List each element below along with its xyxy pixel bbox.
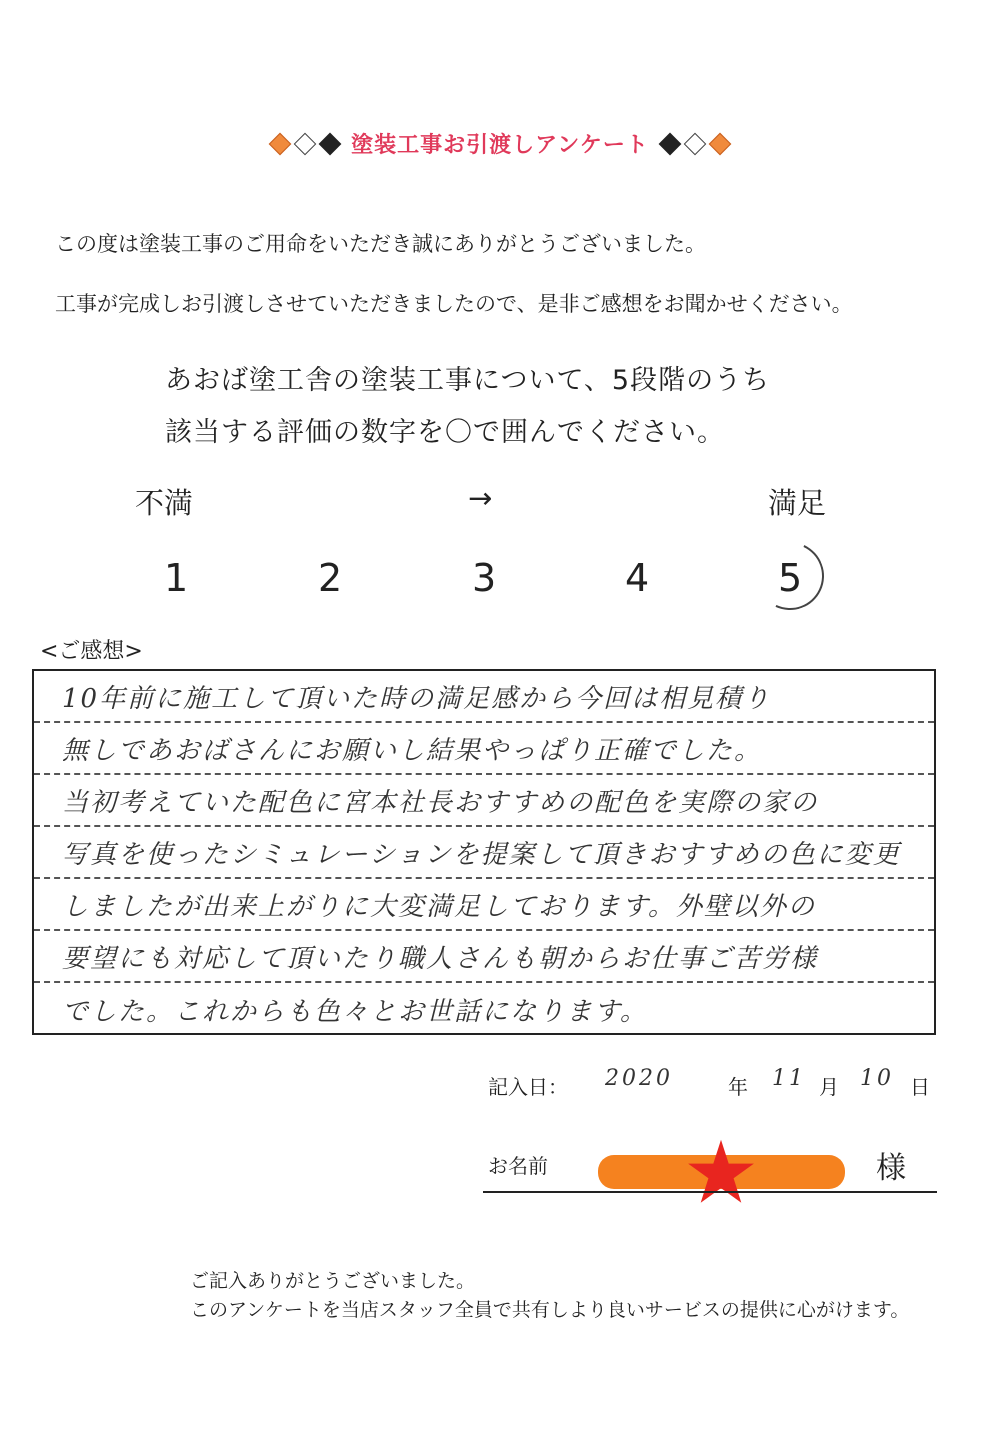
- month-unit: 月: [819, 1075, 839, 1099]
- title-text: 塗装工事お引渡しアンケート: [351, 133, 649, 158]
- rating-option-2[interactable]: 2: [318, 556, 343, 600]
- name-label: お名前: [488, 1154, 548, 1178]
- rating-option-5[interactable]: 5: [778, 556, 803, 600]
- footer-line-2: このアンケートを当店スタッフ全員で共有しより良いサービスの提供に心がけます。: [190, 1299, 910, 1321]
- comment-line: 10年前に施工して頂いた時の満足感から今回は相見積り: [34, 671, 934, 723]
- date-month-value[interactable]: 11: [772, 1066, 806, 1091]
- star-icon: [686, 1137, 756, 1207]
- rating-option-3[interactable]: 3: [472, 556, 497, 600]
- comment-line: 要望にも対応して頂いたり職人さんも朝からお仕事ご苦労様: [34, 931, 934, 983]
- survey-title: [0, 128, 1000, 159]
- date-label: 記入日：: [488, 1075, 568, 1099]
- date-year-value[interactable]: 2020: [605, 1066, 673, 1091]
- footer-line-1: ご記入ありがとうございました。: [190, 1270, 476, 1292]
- scale-arrow: →: [468, 481, 493, 515]
- black-diamond-icon: [659, 132, 682, 155]
- scale-low-label: 不満: [135, 486, 194, 520]
- instruction-line-2: 該当する評価の数字を〇で囲んでください。: [165, 417, 725, 448]
- comment-line: でした。これからも色々とお世話になります。: [62, 996, 648, 1027]
- honorific: 様: [876, 1151, 906, 1186]
- comment-line: しましたが出来上がりに大変満足しております。外壁以外の: [34, 879, 934, 931]
- scale-high-label: 満足: [768, 486, 827, 520]
- comment-line: 無しであおばさんにお願いし結果やっぱり正確でした。: [34, 723, 934, 775]
- left-diamond-ornament: [269, 136, 341, 152]
- comment-line: 当初考えていた配色に宮本社長おすすめの配色を実際の家の: [34, 775, 934, 827]
- intro-line-1: この度は塗装工事のご用命をいただき誠にありがとうございました。: [55, 232, 706, 256]
- year-unit: 年: [728, 1075, 748, 1099]
- rating-option-4[interactable]: 4: [625, 556, 650, 600]
- right-diamond-ornament: [659, 136, 731, 152]
- white-diamond-icon: [294, 132, 317, 155]
- date-day-value[interactable]: 10: [860, 1066, 894, 1091]
- name-underline: [483, 1191, 937, 1193]
- selected-rating-circle: [746, 532, 833, 619]
- comments-label: <ご感想>: [40, 639, 143, 664]
- orange-diamond-icon: [709, 132, 732, 155]
- white-diamond-icon: [684, 132, 707, 155]
- black-diamond-icon: [319, 132, 342, 155]
- comments-box[interactable]: [32, 669, 936, 1035]
- rating-option-1[interactable]: 1: [164, 556, 189, 600]
- day-unit: 日: [910, 1075, 930, 1099]
- instruction-line-1: あおば塗工舎の塗装工事について、5段階のうち: [165, 365, 771, 396]
- intro-line-2: 工事が完成しお引渡しさせていただきましたので、是非ご感想をお聞かせください。: [55, 292, 853, 316]
- orange-diamond-icon: [269, 132, 292, 155]
- comment-line: 写真を使ったシミュレーションを提案して頂きおすすめの色に変更: [34, 827, 934, 879]
